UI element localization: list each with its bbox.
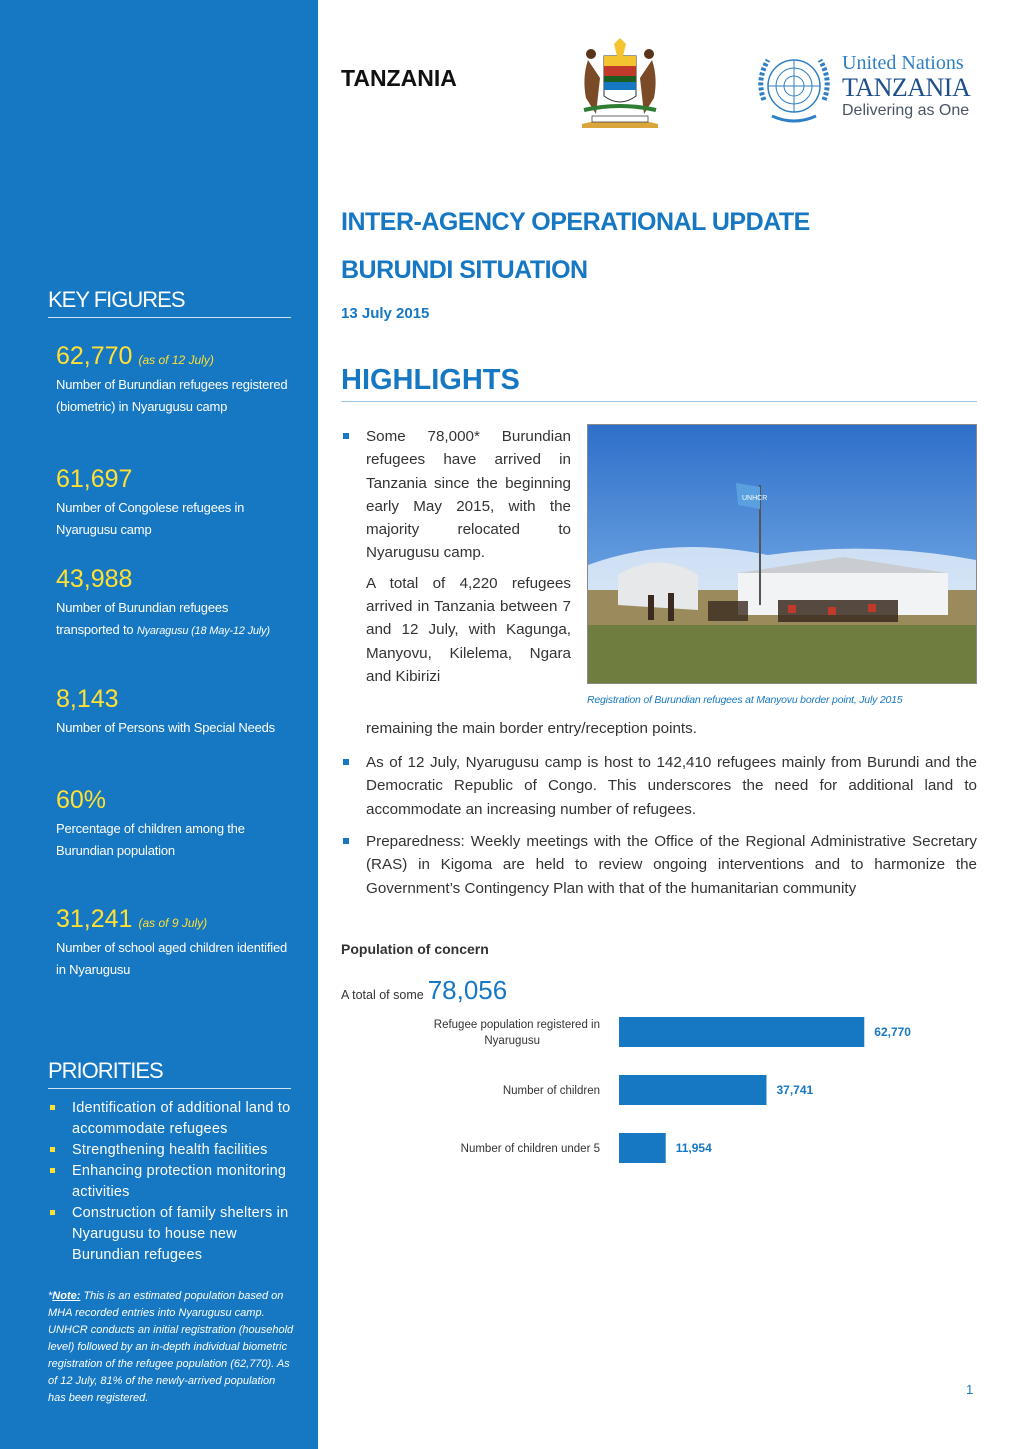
population-total-label: A total of some — [341, 988, 424, 1002]
key-figure-number: 43,988 — [56, 565, 133, 593]
key-figure-number: 62,770 — [56, 342, 133, 370]
highlight-text: Preparedness: Weekly meetings with the Office of the Regional Administrative Secretary (RAS) in Kigoma are held to review ongoing interventions and to harmonize the Government’s Contingency Plan with that of the humanitarian community — [366, 833, 977, 897]
key-figure-description — [56, 597, 291, 642]
highlight-text-para2: A total of 4,220 refugees arrived in Tanzania between 7 and 12 July, with Kagunga, Manyovu, Kilelema, Ngara and Kibirizi — [366, 574, 571, 685]
key-figure-description-main: Number of Burundian refugees transported to — [56, 600, 229, 637]
priority-item: Enhancing protection monitoring activities — [48, 1161, 298, 1203]
highlights-heading: HIGHLIGHTS — [341, 364, 977, 402]
key-figure-number: 8,143 — [56, 685, 119, 713]
refugee-registration-photo — [587, 424, 977, 684]
photo-flag-text: UNHCR — [742, 495, 768, 502]
priority-item: Identification of additional land to accommodate refugees — [48, 1098, 298, 1140]
footnote: *Note: This is an estimated population based on MHA recorded entries into Nyarugusu camp. UNHCR conducts an initial registration (household level) followed by an in-depth individual biometric registration of the refugee population (62,770). As of 12 July, 81% of the newly-arrived population has been registered. — [48, 1290, 294, 1404]
highlight-bullet-3 — [341, 830, 977, 900]
highlight-bullet-1-continuation: remaining the main border entry/reception points. — [366, 720, 697, 737]
key-figure-description: Number of Burundian refugees registered (biometric) in Nyarugusu camp — [56, 377, 288, 414]
population-total-value: 78,056 — [427, 975, 508, 1005]
highlight-text: As of 12 July, Nyarugusu camp is host to 142,410 refugees mainly from Burundi and the Democratic Republic of Congo. This underscores the need for additional land to accommodate an increasing number of refugees. — [366, 754, 977, 818]
footnote-label: Note: — [52, 1290, 81, 1302]
chart-category-label: Refugee population registered in Nyarugusu — [433, 1019, 600, 1047]
key-figure-note: (as of 12 July) — [138, 353, 214, 367]
chart-bar — [619, 1133, 666, 1163]
un-logo-line3: Delivering as One — [842, 102, 970, 119]
chart-bar — [619, 1017, 864, 1047]
priority-item: Strengthening health facilities — [48, 1140, 298, 1161]
priority-item: Construction of family shelters in Nyarugusu to house new Burundian refugees — [48, 1203, 298, 1266]
bullet-square-icon — [50, 1210, 55, 1215]
key-figures-heading: KEY FIGURES — [48, 287, 291, 318]
key-figure-description-small: Nyaragusu (18 May-12 July) — [136, 624, 270, 637]
un-logo-line2: TANZANIA — [842, 73, 971, 102]
key-figure-transported — [56, 564, 291, 642]
key-figure-children-pct — [56, 785, 291, 861]
key-figure-number: 60% — [56, 786, 107, 814]
key-figure-description: Number of Persons with Special Needs — [56, 720, 275, 735]
report-subtitle: BURUNDI SITUATION — [341, 256, 588, 284]
population-bar-chart — [340, 1008, 980, 1178]
highlight-bullet-2 — [341, 751, 977, 821]
bullet-square-icon — [50, 1168, 55, 1173]
chart-category-label: Number of children under 5 — [460, 1143, 600, 1155]
report-date: 13 July 2015 — [341, 305, 430, 322]
key-figure-number: 61,697 — [56, 465, 133, 493]
un-logo-line1: United Nations — [842, 52, 964, 74]
key-figure-description: Percentage of children among the Burundian population — [56, 821, 245, 858]
key-figure-special-needs — [56, 684, 291, 739]
key-figure-number: 31,241 — [56, 905, 133, 933]
priorities-list — [48, 1098, 298, 1266]
un-tanzania-logo-text — [842, 52, 982, 120]
chart-data-label: 11,954 — [675, 1141, 712, 1155]
bullet-square-icon — [343, 433, 349, 439]
bullet-square-icon — [343, 759, 349, 765]
population-total — [341, 975, 507, 1006]
report-title: INTER-AGENCY OPERATIONAL UPDATE — [341, 208, 810, 236]
key-figure-school-children — [56, 904, 291, 980]
key-figure-description: Number of school aged children identified in Nyarugusu — [56, 940, 287, 977]
un-emblem-logo — [752, 50, 836, 128]
highlight-bullet-1 — [341, 425, 571, 688]
chart-bar — [619, 1075, 766, 1105]
bullet-square-icon — [343, 838, 349, 844]
key-figure-registered — [56, 341, 291, 417]
key-figure-note: (as of 9 July) — [138, 916, 208, 930]
chart-category-label: Number of children — [502, 1085, 600, 1097]
population-title: Population of concern — [341, 941, 489, 957]
sidebar — [0, 0, 318, 1449]
chart-data-label: 62,770 — [874, 1025, 911, 1039]
footnote-text: This is an estimated population based on MHA recorded entries into Nyarugusu camp. UNHCR conducts an initial registration (household level) followed by an in-depth individual biometric registration of the refugee population (62,770). As of 12 July, 81% of the newly-arrived population has been registered. — [48, 1290, 294, 1404]
bullet-square-icon — [50, 1105, 55, 1110]
country-title: TANZANIA — [341, 65, 457, 91]
key-figure-congolese — [56, 464, 291, 540]
chart-data-label: 37,741 — [776, 1083, 814, 1097]
highlight-text: Some 78,000* Burundian refugees have arrived in Tanzania since the beginning early May 2015, with the majority relocated to Nyarugusu camp. — [366, 428, 571, 562]
tanzania-coat-of-arms-logo — [574, 38, 666, 128]
key-figure-description: Number of Congolese refugees in Nyarugusu camp — [56, 500, 245, 537]
bullet-square-icon — [50, 1147, 55, 1152]
photo-caption: Registration of Burundian refugees at Manyovu border point, July 2015 — [587, 694, 903, 706]
page-number: 1 — [966, 1382, 974, 1397]
priorities-heading: PRIORITIES — [48, 1058, 291, 1089]
